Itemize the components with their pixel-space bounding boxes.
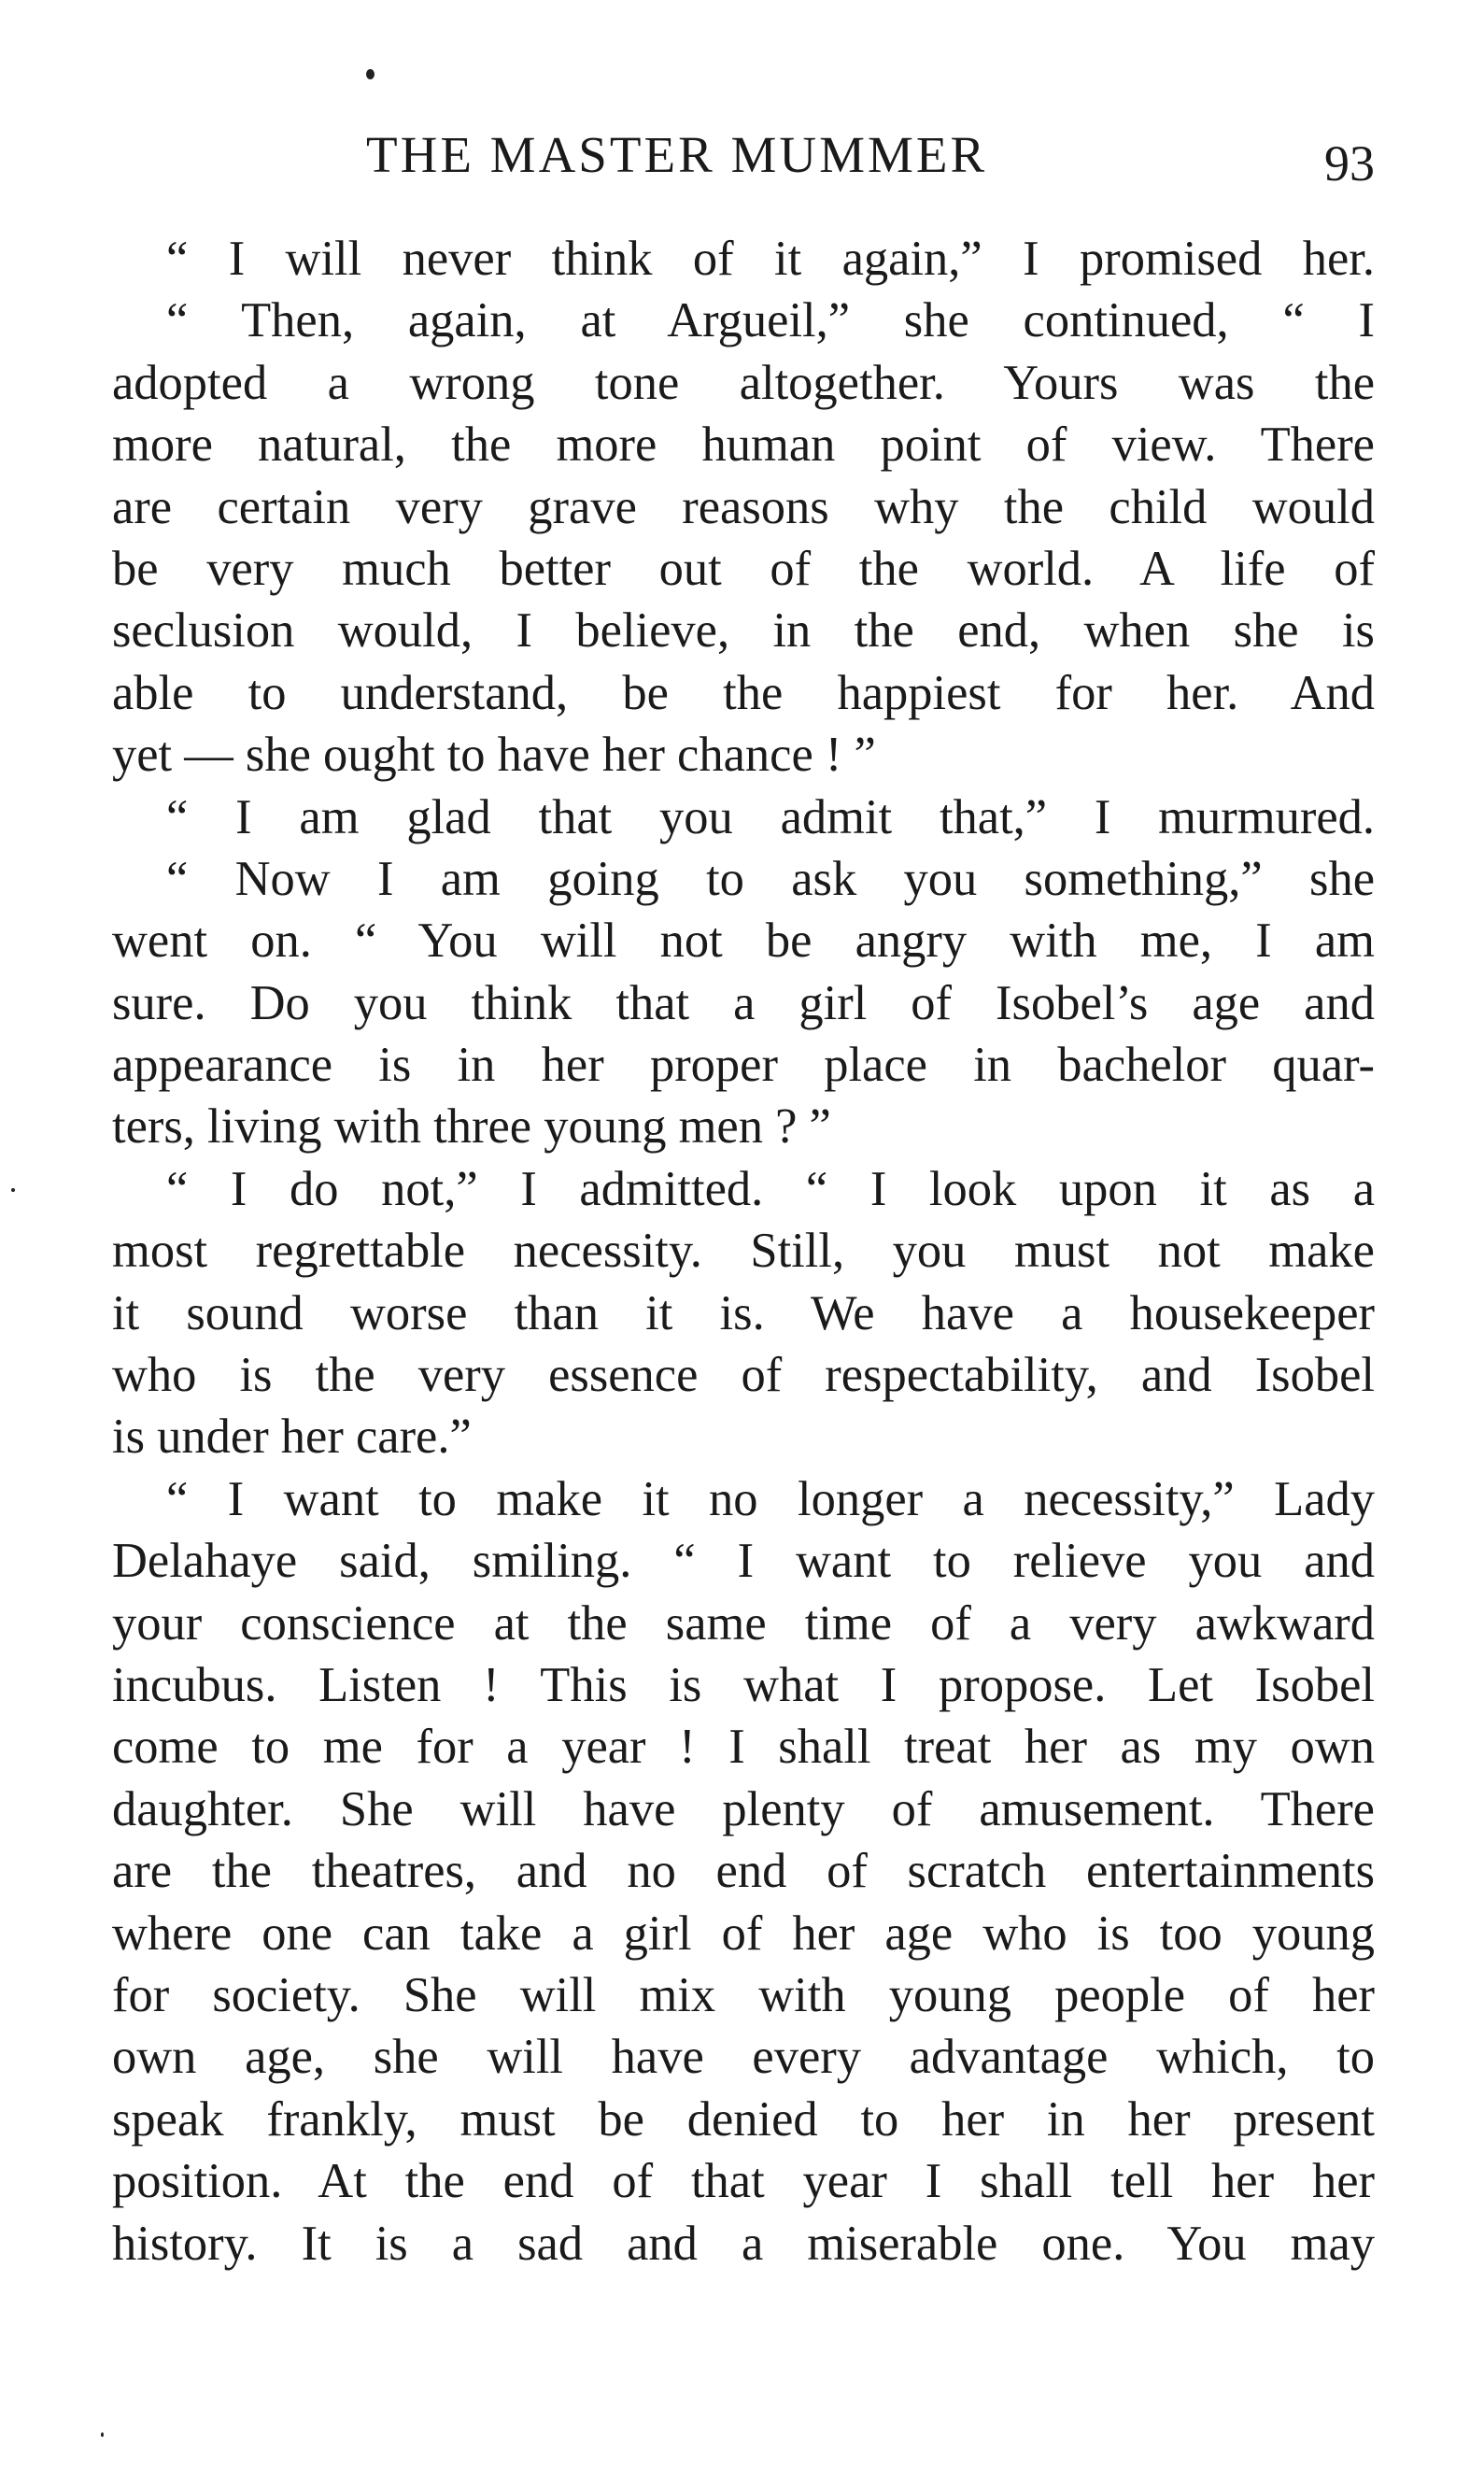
text-line: where one can take a girl of her age who is too young bbox=[112, 1906, 1375, 1961]
text-line: your conscience at the same time of a very awkward bbox=[112, 1595, 1375, 1651]
text-line: “ I am glad that you admit that,” I murmured. bbox=[166, 789, 1375, 844]
text-line: are the theatres, and no end of scratch entertainments bbox=[112, 1844, 1375, 1899]
text-line: speak frankly, must be denied to her in her present bbox=[112, 2091, 1375, 2147]
text-line: “ Now I am going to ask you something,” she bbox=[166, 851, 1375, 906]
text-line: seclusion would, I believe, in the end, when she is bbox=[112, 603, 1375, 659]
running-title: THE MASTER MUMMER bbox=[366, 126, 988, 183]
text-line: Delahaye said, smiling. “ I want to relieve you and bbox=[112, 1534, 1375, 1589]
text-line: be very much better out of the world. A life of bbox=[112, 541, 1375, 596]
text-line: history. It is a sad and a miserable one. You may bbox=[112, 2216, 1375, 2271]
text-line: come to me for a year ! I shall treat her as my own bbox=[112, 1720, 1375, 1775]
body-text bbox=[112, 228, 1375, 2275]
ink-speck bbox=[101, 2432, 104, 2437]
text-line: incubus. Listen ! This is what I propose. Let Isobel bbox=[112, 1657, 1375, 1712]
text-line: daughter. She will have plenty of amusement. There bbox=[112, 1781, 1375, 1836]
text-line: more natural, the more human point of view. There bbox=[112, 418, 1375, 473]
text-line: own age, she will have every advantage which, to bbox=[112, 2030, 1375, 2085]
text-line: adopted a wrong tone altogether. Yours was the bbox=[112, 355, 1375, 410]
text-line: who is the very essence of respectability, and Isobel bbox=[112, 1348, 1375, 1403]
ink-speck bbox=[366, 69, 375, 79]
text-line: are certain very grave reasons why the child would bbox=[112, 479, 1375, 534]
text-line: “ I will never think of it again,” I promised her. bbox=[166, 232, 1375, 286]
text-line: for society. She will mix with young people of her bbox=[112, 1967, 1375, 2022]
running-header bbox=[112, 120, 1375, 204]
text-line: “ Then, again, at Argueil,” she continued, “ I bbox=[166, 293, 1375, 348]
text-line: position. At the end of that year I shall tell her her bbox=[112, 2154, 1375, 2209]
text-line: yet — she ought to have her chance ! ” bbox=[112, 728, 876, 783]
text-line: “ I want to make it no longer a necessity,” Lady bbox=[166, 1471, 1375, 1526]
text-line: able to understand, be the happiest for her. And bbox=[112, 665, 1375, 720]
page-number: 93 bbox=[1324, 135, 1375, 191]
text-line: sure. Do you think that a girl of Isobel’s age and bbox=[112, 975, 1375, 1030]
text-line: “ I do not,” I admitted. “ I look upon it as a bbox=[166, 1161, 1375, 1216]
text-line: appearance is in her proper place in bachelor quar- bbox=[112, 1038, 1375, 1093]
text-line: most regrettable necessity. Still, you must not make bbox=[112, 1224, 1375, 1279]
ink-speck bbox=[11, 1188, 15, 1192]
text-line: ters, living with three young men ? ” bbox=[112, 1099, 831, 1155]
text-line: it sound worse than it is. We have a housekeeper bbox=[112, 1285, 1375, 1340]
text-line: is under her care.” bbox=[112, 1410, 472, 1465]
text-line: went on. “ You will not be angry with me, I am bbox=[112, 914, 1375, 969]
